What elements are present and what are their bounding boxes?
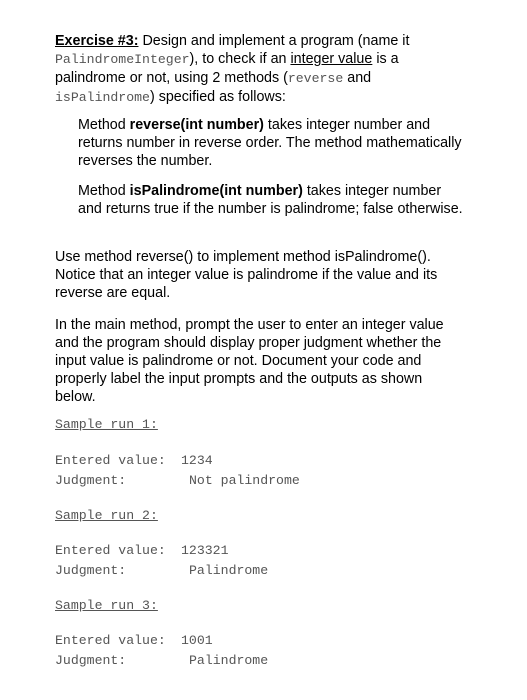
sample-run-1-judgment-value: Not palindrome [189,473,300,488]
exercise-intro [55,32,455,107]
method2-prefix: Method [78,183,130,199]
intro-text-2: ), to check if an [189,51,291,67]
method-reverse-description [78,116,463,170]
method1-text: takes integer number and returns number in reverse order. The method mathematically reverses the number. [78,117,462,169]
intro-text-1: Design and implement a program (name it [138,33,410,49]
sample-run-3-entered-value: 1001 [181,633,213,648]
method-name-ispalindrome: isPalindrome [55,90,150,105]
use-paragraph: Use method reverse() to implement method isPalindrome(). Notice that an integer value is palindrome if the value and its reverse are equal. [55,249,438,301]
method2-signature: isPalindrome(int number) [129,183,303,199]
exercise-heading: Exercise #3: [55,33,139,49]
method-ispalindrome-description [78,182,463,218]
sample-run-1-title: Sample run 1: [55,417,158,432]
intro-text-4: ) specified as follows: [149,89,286,105]
sample-run-2-entered-label: Entered value: [55,543,166,558]
intro-text-3: is a palindrome or not, using 2 methods ( [55,51,399,86]
sample-run-3-judgment-value: Palindrome [189,653,269,668]
sample-run-3-title: Sample run 3: [55,598,158,613]
sample-run-2-judgment-value: Palindrome [189,563,269,578]
method2-text: takes integer number and returns true if the number is palindrome; false otherwise. [78,183,463,217]
method1-prefix: Method [78,117,130,133]
sample-run-3-entered-label: Entered value: [55,633,166,648]
sample-run-1-entered-value: 1234 [181,453,213,468]
program-name: PalindromeInteger [55,52,190,67]
sample-run-2-judgment-label: Judgment: [55,563,127,578]
intro-underlined-term: integer value [290,51,373,67]
sample-run-3-judgment-label: Judgment: [55,653,127,668]
intro-text-and: and [343,70,372,86]
method-name-reverse: reverse [287,71,344,86]
main-paragraph: In the main method, prompt the user to enter an integer value and the program should display proper judgment whether the input value is palindrome or not. Document your code and properly label the input prompts and the outputs as shown below. [55,317,444,405]
sample-run-1-entered-label: Entered value: [55,453,166,468]
sample-run-2-title: Sample run 2: [55,508,158,523]
sample-run-1-judgment-label: Judgment: [55,473,127,488]
method1-signature: reverse(int number) [129,117,264,133]
sample-run-2-entered-value: 123321 [181,543,229,558]
